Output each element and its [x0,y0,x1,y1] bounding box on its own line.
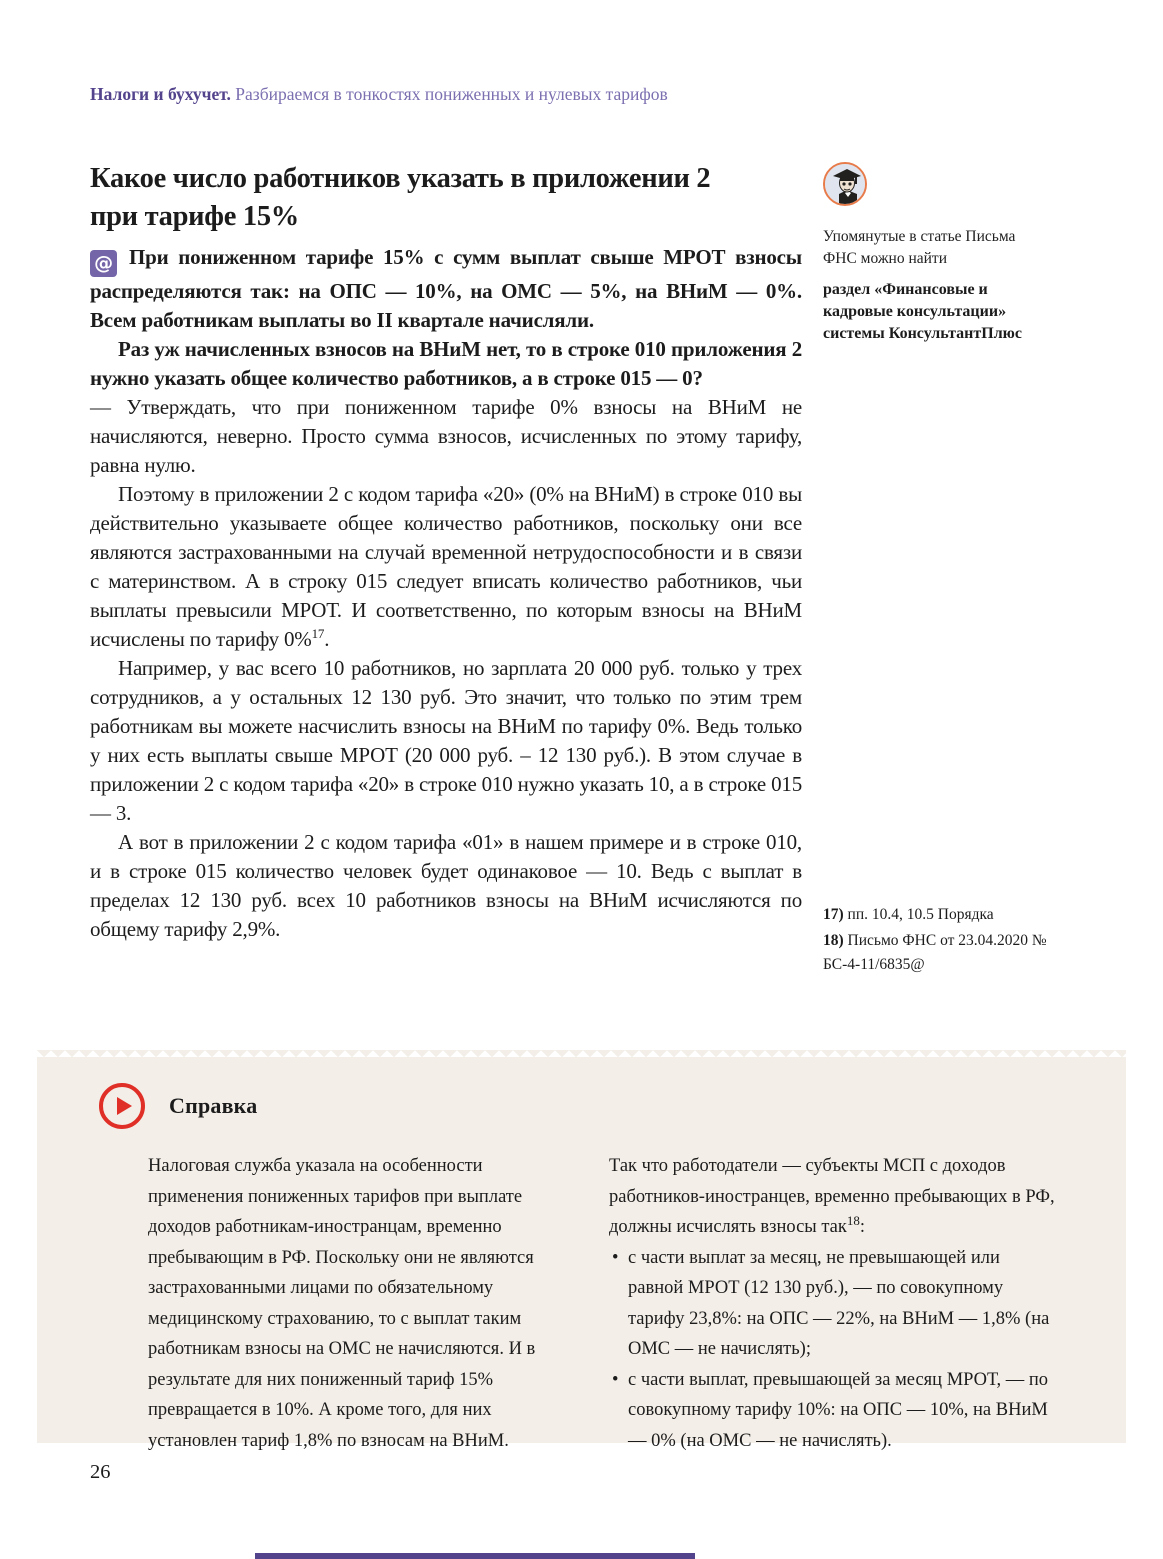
brand-label: Налоги и бухучет. [90,84,231,104]
reference-box [37,1057,1126,1451]
reference-right-intro [609,1151,1059,1243]
reference-right-column [609,1151,1059,1456]
footnote-17-text: пп. 10.4, 10.5 Порядка [843,906,994,923]
reader-question-paragraph-1 [90,243,802,335]
answer-text-2-end: . [324,627,330,651]
play-triangle-icon [117,1097,132,1115]
footnote-17-number: 17) [823,906,844,923]
issue-tagline: Разбираемся в тонкостях пониженных и нулевых тарифов [230,84,668,104]
answer-text-2: Поэтому в приложении 2 с кодом тарифа «20» (0% на ВНиМ) в строке 010 вы действительно указываете общее количество работников, поскольку они все являются застрахованными на случай временной нетрудоспособности и в связи с материнством. А в строку 015 следует вписать количество работников, чьи выплаты превысили МРОТ. И соответственно, по которым взносы на ВНиМ исчислены по тарифу 0% [90,482,802,651]
answer-paragraph-3 [90,654,802,828]
footnote-18 [823,929,1068,977]
answer-text-4: А вот в приложении 2 с кодом тарифа «01» в нашем примере и в строке 010, и в строке 015 количество человек будет одинаковое — 10. Ведь с выплат в пределах 12 130 руб. всех 10 работников взносы на ВНиМ исчисляются по общему тарифу 2,9%. [90,830,802,941]
footnote-18-text: Письмо ФНС от 23.04.2020 № БС-4-11/6835@ [823,932,1047,973]
article-title [90,160,820,236]
reference-box-title: Справка [169,1093,258,1118]
sidebar-note: Упомянутые в статье Письма ФНС можно найти [823,228,1016,267]
question-text-2: Раз уж начисленных взносов на ВНиМ нет, то в строке 010 приложения 2 нужно указать общее количество работников, а в строке 015 — 0? [90,337,802,390]
article-title-line1: Какое число работников указать в приложении 2 [90,163,711,194]
reference-right-intro-text: Так что работодатели — субъекты МСП с доходов работников-иностранцев, временно пребывающих в РФ, должны исчислять взносы так [609,1156,1055,1237]
footnote-18-number: 18) [823,932,844,949]
professor-avatar-icon [823,162,867,206]
footnote-17 [823,903,1068,927]
article-title-line2: при тарифе 15% [90,201,299,232]
reference-left-column: Налоговая служба указала на особенности применения пониженных тарифов при выплате доходов работникам-иностранцам, временно пребывающим в РФ. Поскольку они не являются застрахованными лицами по обязательному медицинскому страхованию, то с выплат таким работникам взносы на ОМС не начисляются. И в результате для них пониженный тариф 15% превращается в 10%. А кроме того, для них установлен тариф 1,8% по взносам на ВНиМ. [148,1156,536,1451]
article-body [90,243,802,944]
answer-paragraph-2 [90,480,802,654]
footnote-ref-18: 18 [846,1212,860,1228]
reference-right-intro-end: : [859,1217,866,1237]
zigzag-edge [37,1050,1126,1057]
reference-box-header [99,1083,257,1129]
footnote-ref-17: 17 [311,626,325,641]
sidebar-note-bold: раздел «Финансовые и кадровые консультации» системы КонсультантПлюс [823,281,1022,342]
question-text-1: При пониженном тарифе 15% с сумм выплат свыше МРОТ взносы распределяются так: на ОПС — 10%, на ОМС — 5%, на ВНиМ — 0%. Всем работникам выплаты во II квартале начисляли. [90,245,802,332]
answer-text-1: — Утверждать, что при пониженном тарифе 0% взносы на ВНиМ не начисляются, неверно. Просто сумма взносов, исчисленных по этому тарифу, равна нулю. [90,395,802,477]
running-header [90,84,668,105]
reference-box-columns [148,1151,1059,1456]
bottom-accent-bar [255,1553,695,1559]
margin-sidebar [823,162,1051,345]
footnotes-block [823,903,1068,979]
tariff-bullet-2: • с части выплат, превышающей за месяц МРОТ, — по совокупному тарифу 10%: на ОПС — 10%, на ВНиМ — 0% (на ОМС — не начислять). [609,1365,1059,1457]
play-circle-icon [99,1083,145,1129]
tariff-bullet-list [609,1243,1059,1457]
answer-paragraph-4 [90,828,802,944]
reader-question-paragraph-2 [90,335,802,393]
answer-text-3: Например, у вас всего 10 работников, но зарплата 20 000 руб. только у трех сотрудников, а у остальных 12 130 руб. Это значит, что только по этим трем работникам вы можете насчислить взносы на ВНиМ по тарифу 0%. Ведь только у них есть выплаты свыше МРОТ (20 000 руб. – 12 130 руб.). В этом случае в приложении 2 с кодом тарифа «20» в строке 010 нужно указать 10, а в строке 015 — 3. [90,656,802,825]
page-number: 26 [90,1461,111,1483]
answer-paragraph-1 [90,393,802,480]
email-at-icon: @ [90,250,117,277]
tariff-bullet-1: • с части выплат за месяц, не превышающей или равной МРОТ (12 130 руб.), — по совокупному тарифу 23,8%: на ОПС — 22%, на ВНиМ — 1,8% (на ОМС — не начислять); [609,1243,1059,1365]
